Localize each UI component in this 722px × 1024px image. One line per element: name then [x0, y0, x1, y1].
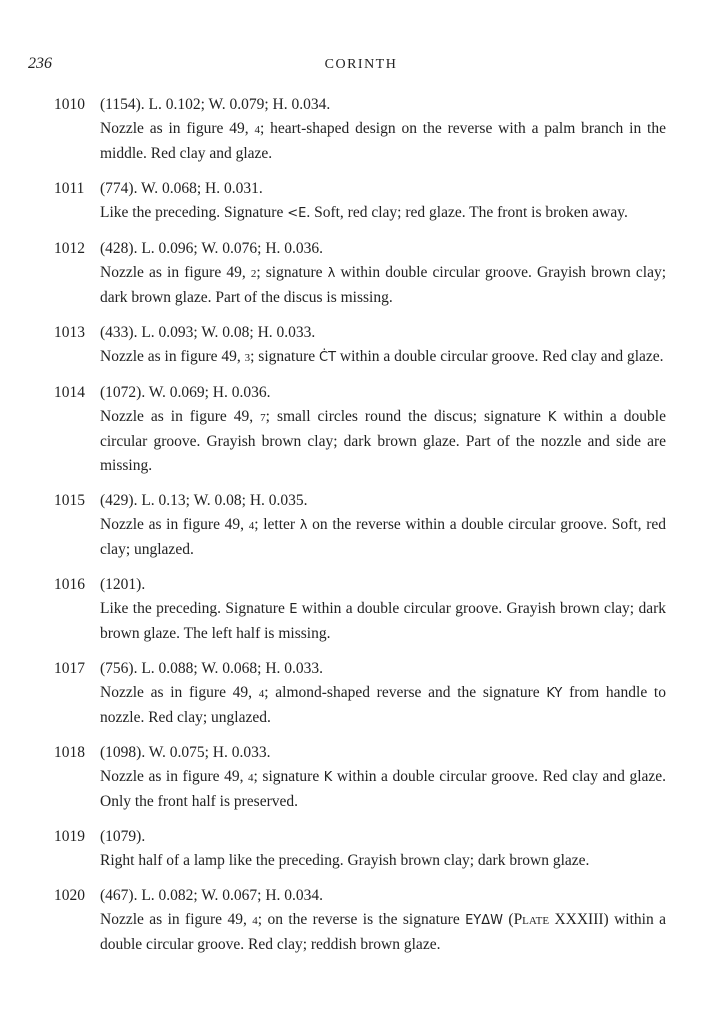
signature-glyph: KY — [546, 686, 563, 701]
description-text: Nozzle as in figure 49, — [100, 768, 249, 785]
entry-measurements: (1079). — [100, 828, 146, 845]
description-text: Nozzle as in figure 49, — [100, 408, 261, 425]
signature-glyph: λ — [327, 266, 336, 281]
signature-glyph: λ — [299, 518, 308, 533]
entry-description — [100, 405, 666, 478]
description-text: within a double circular groove. Grayish brown clay; dark brown glaze. Part of the nozzle and side are missing. — [100, 408, 666, 474]
entry-description — [100, 513, 666, 562]
description-text: ; heart-shaped design on the reverse with a palm branch in the middle. Red clay and glaze. — [100, 120, 666, 162]
description-text: Like the preceding. Signature — [100, 600, 290, 617]
description-text: Right half of a lamp like the preceding. Grayish brown clay; dark brown glaze. — [100, 852, 590, 869]
catalogue-entry — [54, 741, 666, 814]
description-text: within a double circular groove. Red clay and glaze. Only the front half is preserved. — [100, 768, 667, 810]
catalogue-entry — [54, 657, 666, 730]
figure-number: 3 — [244, 352, 251, 364]
entry-measurements: (429). L. 0.13; W. 0.08; H. 0.035. — [100, 492, 308, 509]
figure-number: 4 — [252, 915, 258, 927]
catalogue-number: 1016 — [54, 576, 85, 593]
figure-number: 4 — [248, 772, 254, 784]
catalogue-entry — [54, 237, 666, 310]
description-text: from handle to nozzle. Red clay; unglazed. — [100, 684, 666, 726]
description-text: Nozzle as in figure 49, — [100, 684, 259, 701]
description-text: on the reverse within a double circular groove. Soft, red clay; unglazed. — [100, 516, 667, 558]
description-text: ; letter — [254, 516, 300, 533]
signature-glyph: <E — [287, 206, 307, 221]
catalogue-entries — [54, 93, 666, 968]
description-text: Like the preceding. Signature — [100, 204, 288, 221]
catalogue-number: 1019 — [54, 828, 85, 845]
catalogue-number: 1017 — [54, 660, 85, 677]
catalogue-number: 1018 — [54, 744, 85, 761]
description-text: Nozzle as in figure 49, — [100, 911, 253, 928]
entry-description — [100, 849, 666, 873]
description-text: ; on the reverse is the signature — [257, 911, 466, 928]
description-text: ( — [503, 911, 514, 928]
signature-glyph: K — [323, 770, 333, 785]
catalogue-number: 1011 — [54, 180, 85, 197]
description-text: ; signature — [256, 264, 328, 281]
entry-measurements: (1154). L. 0.102; W. 0.079; H. 0.034. — [100, 96, 331, 113]
catalogue-entry — [54, 93, 666, 166]
description-text: Nozzle as in figure 49, — [100, 348, 245, 365]
signature-glyph: EYΔW — [465, 913, 503, 928]
description-text: ; almond-shaped reverse and the signature — [264, 684, 547, 701]
description-text: ) within a double circular groove. Red clay; reddish brown glaze. — [100, 911, 666, 953]
description-text: . Soft, red clay; red glaze. The front is broken away. — [306, 204, 628, 221]
figure-number: 4 — [258, 688, 265, 700]
entry-description — [100, 345, 666, 370]
description-text: ; signature — [253, 768, 324, 785]
catalogue-number: 1010 — [54, 96, 85, 113]
catalogue-number: 1015 — [54, 492, 85, 509]
entry-description — [100, 908, 666, 957]
entry-measurements: (428). L. 0.096; W. 0.076; H. 0.036. — [100, 240, 324, 257]
catalogue-entry — [54, 884, 666, 957]
catalogue-number: 1012 — [54, 240, 85, 257]
entry-measurements: (756). L. 0.088; W. 0.068; H. 0.033. — [100, 660, 324, 677]
entry-measurements: (1098). W. 0.075; H. 0.033. — [100, 744, 271, 761]
catalogue-number: 1020 — [54, 887, 85, 904]
entry-description — [100, 201, 666, 226]
signature-glyph: E — [289, 602, 298, 617]
page-header — [28, 55, 694, 77]
description-text: within a double circular groove. Red clay and glaze. — [336, 348, 664, 365]
entry-description — [100, 597, 666, 646]
running-head: CORINTH — [324, 57, 398, 72]
figure-number: 7 — [260, 412, 266, 424]
entry-description — [100, 765, 666, 814]
catalogue-number: 1014 — [54, 384, 85, 401]
signature-glyph: ĊT — [319, 350, 337, 365]
entry-description — [100, 681, 666, 730]
plate-reference: Plate XXXIII — [513, 911, 604, 928]
description-text: Nozzle as in figure 49, — [100, 516, 249, 533]
description-text: ; small circles round the discus; signature — [265, 408, 548, 425]
description-text: Nozzle as in figure 49, — [100, 264, 251, 281]
figure-number: 4 — [254, 124, 260, 136]
catalogue-number: 1013 — [54, 324, 85, 341]
page-number: 236 — [28, 55, 52, 72]
description-text: Nozzle as in figure 49, — [100, 120, 255, 137]
signature-glyph: K — [547, 410, 557, 425]
description-text: ; signature — [250, 348, 319, 365]
catalogue-entry — [54, 573, 666, 646]
figure-number: 4 — [248, 520, 255, 532]
catalogue-entry — [54, 825, 666, 873]
catalogue-entry — [54, 177, 666, 226]
catalogue-entry — [54, 321, 666, 370]
description-text: within double circular groove. Grayish brown clay; dark brown glaze. Part of the discus is missing. — [100, 264, 667, 306]
entry-measurements: (774). W. 0.068; H. 0.031. — [100, 180, 263, 197]
entry-measurements: (433). L. 0.093; W. 0.08; H. 0.033. — [100, 324, 316, 341]
catalogue-entry — [54, 381, 666, 478]
entry-description — [100, 117, 666, 166]
description-text: within a double circular groove. Grayish brown clay; dark brown glaze. The left half is missing. — [100, 600, 666, 642]
figure-number: 2 — [250, 268, 257, 280]
entry-measurements: (1201). — [100, 576, 146, 593]
entry-description — [100, 261, 666, 310]
entry-measurements: (1072). W. 0.069; H. 0.036. — [100, 384, 271, 401]
catalogue-entry — [54, 489, 666, 562]
entry-measurements: (467). L. 0.082; W. 0.067; H. 0.034. — [100, 887, 324, 904]
